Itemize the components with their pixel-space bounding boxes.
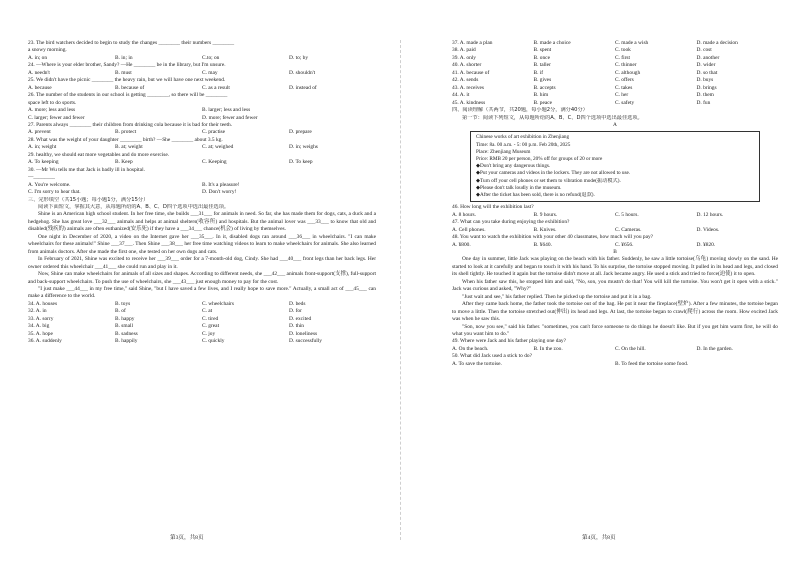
question-stem: 28. What was the weight of your daughter ________ birth? —She ________ about 3.5 kg. — [28, 136, 223, 143]
notice-line: ◆Turn off your cell phones or set them to vibration mode(振动模式). — [476, 177, 621, 184]
answer-option: A. On the beach. — [452, 345, 489, 352]
option-row — [28, 189, 376, 196]
answer-option: D. shouldn't — [289, 69, 316, 76]
answer-option: 40. A. shorter — [452, 62, 482, 69]
answer-option: A. in; weight — [28, 144, 57, 151]
answer-option: C. On the hill. — [615, 345, 646, 352]
option-row — [28, 55, 376, 62]
answer-option: 41. A. because of — [452, 69, 490, 76]
answer-option: C. her — [615, 92, 629, 99]
answer-option: C. Keeping — [202, 159, 227, 166]
answer-option: B. happy — [115, 315, 135, 322]
question-stem: 48. You want to watch the exhibition with your other 40 classmates, how much will you pay? — [452, 234, 654, 241]
answer-option: D. To keep — [289, 159, 313, 166]
answer-option: B. happily — [115, 338, 138, 345]
answer-option: C. quickly — [202, 338, 225, 345]
answer-option: 39. A. only — [452, 54, 476, 61]
passage-paragraph: "Just wait and see," his father replied. Then he picked up the tortoise and put it in a bag. — [462, 293, 652, 300]
question-stem: 50. What did Jack used a stick to do? — [452, 353, 532, 360]
answer-option: B. spent — [533, 47, 552, 54]
notice-line: ◆Please don't talk loudly in the museum. — [476, 184, 562, 191]
answer-option: 32. A. in — [28, 308, 47, 315]
question-stem: 47. What can you take during enjoying the exhibition? — [452, 219, 570, 226]
answer-option: B. made a choice — [533, 40, 571, 46]
option-row — [452, 227, 778, 234]
question-stem: 29. healthy, we should eat more vegetables and do more exercise. — [28, 151, 170, 158]
answer-option: B. because of — [115, 84, 145, 91]
answer-option: B. peace — [533, 99, 553, 106]
answer-option: B. ¥640. — [533, 241, 552, 248]
answer-option: D. another — [696, 54, 720, 61]
answer-option: D. Don't worry! — [202, 189, 237, 196]
answer-option: D. In the garden. — [696, 345, 733, 352]
answer-option: 42. A. sends — [452, 77, 479, 84]
option-row — [28, 115, 376, 122]
question-stem: 30. —Mr Wu tells me that Jack is badly ill in hospital. — [28, 166, 145, 173]
option-row — [28, 182, 376, 189]
answer-option: B. sadness — [115, 330, 138, 337]
question-stem: 23. The bird watchers decided to begin to study the changes ________ their numbers ________ — [28, 40, 235, 46]
answer-option: C. took — [615, 47, 631, 54]
answer-option: 43. A. receives — [452, 84, 485, 91]
answer-option: A. ¥800. — [452, 241, 471, 248]
answer-option: C. great — [202, 323, 220, 330]
option-row — [452, 100, 778, 107]
option-row — [28, 308, 376, 315]
answer-option: D. buys — [696, 77, 714, 84]
answer-option: D. fun — [696, 99, 711, 106]
answer-option: C.to; on — [202, 54, 220, 61]
passage-b-label: B — [613, 248, 617, 255]
left-page — [28, 40, 376, 530]
answer-option: C. although — [615, 69, 641, 76]
answer-option: 37. A. made a plan — [452, 40, 493, 46]
notice-line: Price: RMB 20 per person, 20% off for groups of 20 or more — [476, 156, 603, 163]
notice-line: Chinese works of art exhibition in Zhenjiang — [476, 134, 570, 141]
answer-option: C. first — [615, 54, 630, 61]
answer-option: D. instead of — [289, 84, 317, 91]
answer-option: D. beds — [289, 300, 306, 307]
option-row — [28, 301, 376, 308]
option-row — [452, 85, 778, 92]
section-instruction: 第一节：阅读下列短文，从每题所给的A、B、C、D四个选项中选出最佳选项。 — [462, 114, 643, 121]
right-page-footer: 第4页，共8页 — [582, 535, 616, 541]
answer-option: 36. A. suddenly — [28, 338, 62, 345]
cloze-paragraph: "I just make ___44___ in my free time," said Shine, "but I have saved a few lives, and I really hope to save more." Actually, a small act of ___45___ can make a difference to the world. — [28, 285, 376, 300]
question-stem: 24. —Where is your elder brother, Sandy? —He ________ be in the library, but I'm unsure. — [28, 62, 226, 69]
answer-option: D. prepare — [289, 129, 312, 136]
question-stem: 26. The number of the students in our school is getting ________, so there will be ________ — [28, 92, 228, 99]
answer-option: 38. A. paid — [452, 47, 476, 54]
option-row — [28, 331, 376, 338]
answer-option: B. small — [115, 323, 133, 330]
answer-option: A. more; less and less — [28, 107, 76, 114]
answer-option: A. To keeping — [28, 159, 59, 166]
answer-option: B. protect — [115, 129, 137, 136]
answer-option: B. toys — [115, 300, 131, 307]
answer-option: 44. A. it — [452, 92, 470, 99]
option-row — [452, 47, 778, 54]
answer-option: D. made a decision — [696, 40, 738, 46]
answer-option: A. in; on — [28, 54, 48, 61]
right-page — [452, 40, 778, 530]
answer-option: C. made a wish — [615, 40, 649, 46]
option-row — [28, 70, 376, 77]
answer-option: B. In the zoo. — [533, 345, 563, 352]
question-stem: 46. How long will the exhibition last? — [452, 204, 534, 211]
answer-option: D. cost — [696, 47, 712, 54]
answer-option: A. needn't — [28, 69, 50, 76]
answer-option: C. may — [202, 69, 218, 76]
answer-option: 45. A. kindness — [452, 99, 486, 106]
answer-option: C. as a result — [202, 84, 230, 91]
answer-option: B. To feed the tortoise some food. — [615, 360, 689, 367]
answer-option: C. 5 hours. — [615, 211, 639, 218]
passage-paragraph: "Son, now you see," said his father. "sometimes, you can't force someone to do things he doesn't like. But if you get him warm first, he will do what you want him to do." — [452, 323, 778, 337]
notice-line: ◆Put your cameras and videos in the lockers. They are not allowed to use. — [476, 170, 631, 177]
answer-option: A. because — [28, 84, 52, 91]
answer-option: 33. A. sorry — [28, 315, 54, 322]
passage-a-label: A — [613, 121, 617, 128]
answer-option: C. I'm sorry to hear that. — [28, 189, 81, 196]
question-stem: 27. Parents always ________ their children from drinking cola because it is bad for their teeth. — [28, 121, 233, 128]
question-stem-continued: —________ — [28, 174, 55, 181]
answer-option: C. at; weighed — [202, 144, 234, 151]
option-row — [28, 107, 376, 114]
answer-option: B. gives — [533, 77, 552, 84]
answer-option: B. larger; less and less — [202, 107, 251, 114]
option-row — [28, 159, 376, 166]
passage-paragraph: After they came back home, the father took the tortoise out of the bag. He put it near the fireplace(壁炉). After a few minutes, the tortoise began to move a little. Then the tortoise stretched out(伸出) its head and legs. At last, the tortoise began to crawl(爬行) across the room. How excited Jack was when he saw this. — [452, 301, 778, 323]
answer-option: 34. A. houses — [28, 300, 58, 307]
answer-option: D. them — [696, 92, 714, 99]
question-stem: 25. We didn't have the picnic ________ the heavy rain, but we will have one next weekend. — [28, 77, 226, 84]
answer-option: 34. A. big — [28, 323, 50, 330]
option-row — [452, 212, 778, 219]
option-row — [28, 129, 376, 136]
left-page-footer: 第3页，共8页 — [170, 535, 204, 541]
answer-option: B. 9 hours. — [533, 211, 558, 218]
answer-option: D. ¥820. — [696, 241, 716, 248]
answer-option: D. so that — [696, 69, 718, 76]
answer-option: A. prevent — [28, 129, 51, 136]
option-row — [28, 316, 376, 323]
answer-option: B. in; in — [115, 54, 133, 61]
option-row — [452, 346, 778, 353]
answer-option: C. joy — [202, 330, 216, 337]
exhibition-notice — [470, 131, 760, 202]
cloze-paragraph: One night in December of 2020, a video on the Internet gave her ___35___. In it, disabled dogs ran around ___36___ in wheelchairs. "I can make wheelchairs for these animals!" Shine ___37___. Then Shine ___38___ her free time watching videos to learn to make wheelchairs for animals. She also learned from animals doctors. After she made the first one, she tested on her own dogs and cats. — [28, 233, 376, 255]
answer-option: D. loneliness — [289, 330, 318, 337]
section-instruction: 阅读下面短文，掌握其大意，从每题所给的A、B、C、D四个选项中选出最佳选项。 — [38, 203, 230, 210]
answer-option: C. tired — [202, 315, 219, 322]
answer-option: B. accepts — [533, 84, 556, 91]
answer-option: A. You're welcome. — [28, 181, 71, 188]
cloze-paragraph: In February of 2021, Shine was excited to receive her ___39___ order for a 7-month-old dog, Cindy. She had ___40___ front legs than her back legs. Her owner ordered this wheelchair ___41___ she could run and play in it. — [28, 256, 376, 270]
passage-paragraph: When his father saw this, he stopped him and said, "No, son, you mustn't do that! You will kill the tortoise. You won't get it open with a stick." Jack was curious and asked, "Why?" — [452, 278, 778, 293]
notice-line: Place: Zhenjiang Museum — [476, 148, 531, 155]
answer-option: D. for — [289, 308, 302, 315]
question-stem-continued: a snowy morning. — [28, 47, 67, 54]
question-stem-continued: space left to do sports. — [28, 99, 77, 106]
answer-option: C. wheelchairs — [202, 300, 235, 307]
notice-line: ◆After the ticket has been sold, there is no refund(退款). — [476, 192, 595, 199]
option-row — [452, 55, 778, 62]
answer-option: D. to; by — [289, 54, 309, 61]
section-heading-cloze: 三、完形填空（共15小题；每小题1分，满分15分） — [28, 196, 149, 203]
answer-option: D. in; weighs — [289, 144, 318, 151]
answer-option: C. larger; fewer and fewer — [28, 114, 85, 121]
option-row — [28, 85, 376, 92]
answer-option: B. of — [115, 308, 126, 315]
option-row — [28, 323, 376, 330]
section-heading-reading: 四、阅读理解（共两节，共20题，每小题2分，满分40分） — [452, 107, 588, 114]
question-stem: 49. Where were Jack and his father playing one day? — [452, 338, 566, 345]
answer-option: C. safety — [615, 99, 635, 106]
answer-option: C. at — [202, 308, 213, 315]
option-row — [452, 62, 778, 69]
answer-option: D. more; fewer and fewer — [202, 114, 258, 121]
notice-line: Time: 8a. 00 a.m. - 5: 00 p.m. Feb 20th, 2025 — [476, 141, 571, 148]
answer-option: D. thin — [289, 323, 304, 330]
answer-option: D. Videos. — [696, 226, 720, 233]
answer-option: C. Cameras. — [615, 226, 642, 233]
answer-option: B. him — [533, 92, 549, 99]
cloze-paragraph: Now, Shine can make wheelchairs for animals of all sizes and shapes. According to different needs, she ___42___ animals front-support(支撑), full-support and back-support wheelchairs. To push the use of wheelchairs, she ___43___ just enough money to pay for the cost. — [28, 271, 376, 285]
answer-option: B. once — [533, 54, 550, 61]
answer-option: B. Keep — [115, 159, 133, 166]
answer-option: A. To save the tortoise. — [452, 360, 502, 367]
answer-option: B. It's a pleasure! — [202, 181, 240, 188]
answer-option: B. taller — [533, 62, 551, 69]
answer-option: B. if — [533, 69, 544, 76]
answer-option: A. Cell phones. — [452, 226, 486, 233]
notice-line: ◆Don't bring any dangerous things. — [476, 163, 551, 170]
answer-option: C. offers — [615, 77, 634, 84]
option-row — [28, 338, 376, 345]
answer-option: D. 12 hours. — [696, 211, 724, 218]
option-row — [452, 77, 778, 84]
answer-option: C. thinner — [615, 62, 637, 69]
answer-option: A. 8 hours. — [452, 211, 476, 218]
option-row — [452, 40, 778, 47]
answer-option: D. excited — [289, 315, 312, 322]
answer-option: D. wider — [696, 62, 716, 69]
option-row — [28, 144, 376, 151]
answer-option: B. must — [115, 69, 132, 76]
answer-option: B. at; weight — [115, 144, 143, 151]
option-row — [452, 242, 778, 249]
answer-option: 35. A. hope — [28, 330, 53, 337]
answer-option: C. takes — [615, 84, 633, 91]
cloze-paragraph: Shine is an American high school student. In her free time, she builds ___31___ for animals in need. So far, she has made them for dogs, cats, a duck and a hedgehog. She has great love ___32___ animals and helps at animal shelters(收容所) and hospitals. But the animal lover was ___33___ to know that old and disabled(残疾的) animals are often euthanized(安乐死) if they have a ___34___ chance(机会) of living by themselves. — [28, 211, 376, 233]
option-row — [452, 361, 778, 368]
answer-option: D. brings — [696, 84, 717, 91]
answer-option: D. successfully — [289, 338, 322, 345]
answer-option: B. Knives. — [533, 226, 557, 233]
passage-paragraph: One day in summer, little Jack was playing on the beach with his father. Suddenly, he saw a little tortoise(乌龟) moving slowly on the sand. He started to look at it carefully and began to touch it with his hand. To his surprise, the tortoise stopped moving. It pulled in its head and legs, and closed its shell tightly. He touched it again but the tortoise didn't move at all. Jack became angry. He used a stick and tried to force(迫使) it to open. — [452, 256, 778, 278]
answer-option: C. ¥656. — [615, 241, 634, 248]
page-fold — [400, 40, 401, 540]
answer-option: C. practise — [202, 129, 226, 136]
option-row — [452, 92, 778, 99]
